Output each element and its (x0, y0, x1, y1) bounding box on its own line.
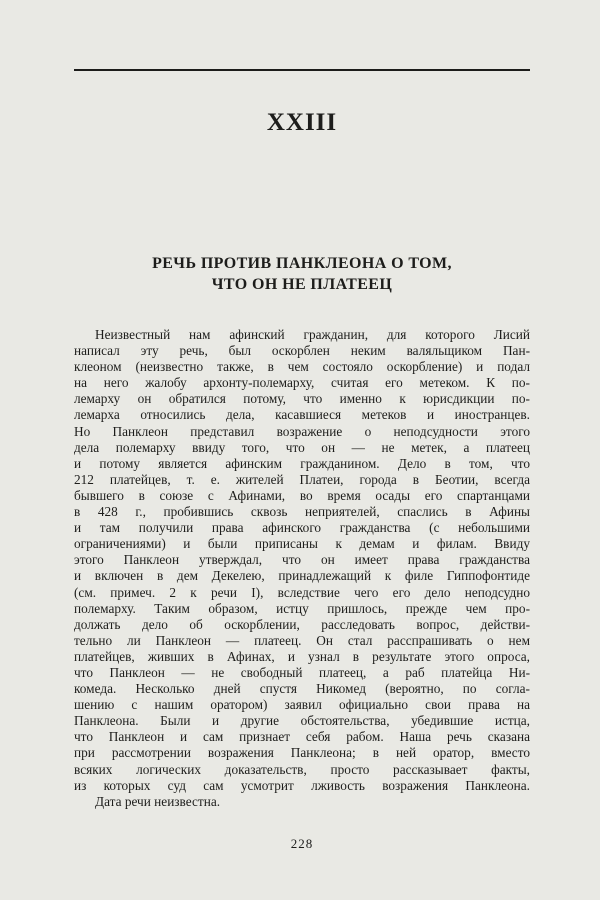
top-rule-divider (74, 69, 530, 71)
closing-paragraph: Дата речи неизвестна. (95, 793, 221, 809)
speech-title (74, 253, 530, 295)
body-text-line: тельно ли Панклеон — платеец. Он стал расспрашивать о нем (74, 632, 530, 648)
body-text-line: шению с нашим оратором) заявил официально свои права на (74, 697, 530, 713)
body-text-line: и потому является афинским гражданином. Дело в том, что (74, 455, 530, 471)
body-text-line: платейцев, живших в Афинах, и узнал в результате этого опроса, (74, 648, 530, 664)
body-text-line: при рассмотрении возражения Панклеона; в ней оратор, вместо (74, 745, 530, 761)
body-text-line: всяких логических доказательств, просто рассказывает факты, (74, 761, 530, 777)
body-text-line: должать дело об оскорблении, расследовать вопрос, действи- (74, 616, 530, 632)
speech-title-line-2: ЧТО ОН НЕ ПЛАТЕЕЦ (211, 276, 393, 293)
speech-title-line-1: РЕЧЬ ПРОТИВ ПАНКЛЕОНА О ТОМ, (152, 255, 452, 272)
body-text-line: что Панклеон — не свободный платеец, а раб платейца Ни- (74, 664, 530, 680)
body-text-line: и там получили права афинского гражданства (с небольшими (74, 520, 530, 536)
body-text-line: что Панклеон и сам признает себя рабом. Наша речь сказана (74, 729, 530, 745)
body-text-line: клеоном (неизвестно также, в чем состояло оскорбление) и подал (74, 359, 530, 375)
body-text-line: комеда. Несколько дней спустя Никомед (вероятно, по согла- (74, 681, 530, 697)
body-text-line: Но Панклеон представил возражение о неподсудности этого (74, 423, 530, 439)
body-text-line: полемарху. Таким образом, истцу пришлось, прежде чем про- (74, 600, 530, 616)
chapter-number: XXIII (266, 109, 338, 136)
body-text-line: лемарха относились дела, касавшиеся метеков и иностранцев. (74, 407, 530, 423)
body-text-line: лемарху он обратился потому, что именно к юрисдикции по- (74, 391, 530, 407)
body-text-line: 212 платейцев, т. е. жителей Платеи, города в Беотии, всегда (74, 471, 530, 487)
body-text-line: и включен в дем Декелею, принадлежащий к филе Гиппофонтиде (74, 568, 530, 584)
body-text-line: на него жалобу архонту-полемарху, считая его метеком. К по- (74, 375, 530, 391)
body-text-line: Неизвестный нам афинский гражданин, для которого Лисий (95, 327, 530, 342)
body-text-line: Панклеона. Были и другие обстоятельства, убедившие истца, (74, 713, 530, 729)
body-text-line: дела полемарху ввиду того, что он — не метек, а платеец (74, 439, 530, 455)
body-text-line: из которых суд сам усмотрит лживость возражения Панклеона. (74, 777, 530, 793)
introduction-paragraph (74, 327, 530, 794)
body-text-line: в 428 г., пробившись сквозь неприятелей, спаслись в Афины (74, 504, 530, 520)
page-number: 228 (290, 835, 314, 851)
body-text-line: ограничениями) и были приписаны к демам и филам. Ввиду (74, 536, 530, 552)
body-text-line: бывшего в союзе с Афинами, во время осады его спартанцами (74, 487, 530, 503)
text-block (74, 0, 530, 852)
body-text-line: этого Панклеон утверждал, что он имеет права гражданства (74, 552, 530, 568)
body-text-line: (см. примеч. 2 к речи I), вследствие чего его дело неподсудно (74, 584, 530, 600)
body-text-line: написал эту речь, был оскорблен неким валяльщиком Пан- (74, 343, 530, 359)
